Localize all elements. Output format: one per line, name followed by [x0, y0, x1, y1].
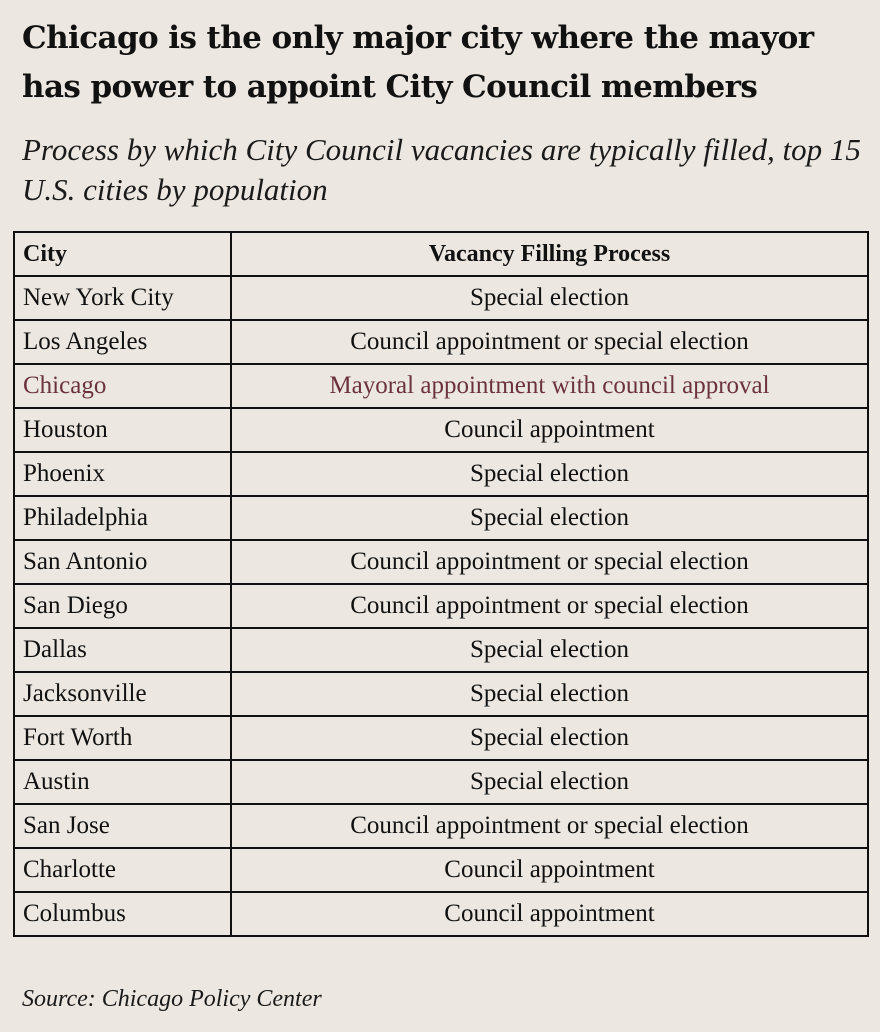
table-row: [14, 364, 868, 408]
column-header-process: Vacancy Filling Process: [231, 232, 868, 276]
process-cell: Council appointment or special election: [231, 540, 868, 584]
city-cell: Philadelphia: [14, 496, 231, 540]
city-cell: Chicago: [14, 364, 231, 408]
city-cell: San Antonio: [14, 540, 231, 584]
process-cell: Special election: [231, 760, 868, 804]
table-row: [14, 452, 868, 496]
table-row: [14, 848, 868, 892]
column-header-city: City: [14, 232, 231, 276]
process-cell: Special election: [231, 452, 868, 496]
city-cell: San Jose: [14, 804, 231, 848]
process-cell: Special election: [231, 496, 868, 540]
table-row: [14, 276, 868, 320]
city-cell: Columbus: [14, 892, 231, 936]
process-cell: Council appointment: [231, 848, 868, 892]
process-cell: Council appointment or special election: [231, 320, 868, 364]
table-row: [14, 408, 868, 452]
city-cell: Houston: [14, 408, 231, 452]
table-row: [14, 584, 868, 628]
chart-title: Chicago is the only major city where the mayor has power to appoint City Council members: [22, 20, 814, 105]
process-cell: Mayoral appointment with council approval: [231, 364, 868, 408]
table-row: [14, 892, 868, 936]
city-cell: Charlotte: [14, 848, 231, 892]
source-note: Source: Chicago Policy Center: [22, 986, 322, 1012]
table-row: [14, 320, 868, 364]
process-cell: Special election: [231, 672, 868, 716]
city-cell: Jacksonville: [14, 672, 231, 716]
city-cell: Dallas: [14, 628, 231, 672]
city-cell: Phoenix: [14, 452, 231, 496]
process-cell: Council appointment or special election: [231, 584, 868, 628]
table-header-row: [14, 232, 868, 276]
table-row: [14, 760, 868, 804]
city-cell: Austin: [14, 760, 231, 804]
process-cell: Council appointment: [231, 408, 868, 452]
chart-subtitle: Process by which City Council vacancies are typically filled, top 15 U.S. cities by population: [22, 132, 861, 207]
vacancy-process-table: [13, 231, 869, 937]
table-body: [14, 276, 868, 936]
city-cell: Los Angeles: [14, 320, 231, 364]
process-cell: Council appointment: [231, 892, 868, 936]
table-row: [14, 672, 868, 716]
table-row: [14, 540, 868, 584]
city-cell: New York City: [14, 276, 231, 320]
table-row: [14, 628, 868, 672]
process-cell: Council appointment or special election: [231, 804, 868, 848]
process-cell: Special election: [231, 276, 868, 320]
city-cell: Fort Worth: [14, 716, 231, 760]
table-row: [14, 804, 868, 848]
process-cell: Special election: [231, 628, 868, 672]
table-row: [14, 716, 868, 760]
process-cell: Special election: [231, 716, 868, 760]
city-cell: San Diego: [14, 584, 231, 628]
table-row: [14, 496, 868, 540]
